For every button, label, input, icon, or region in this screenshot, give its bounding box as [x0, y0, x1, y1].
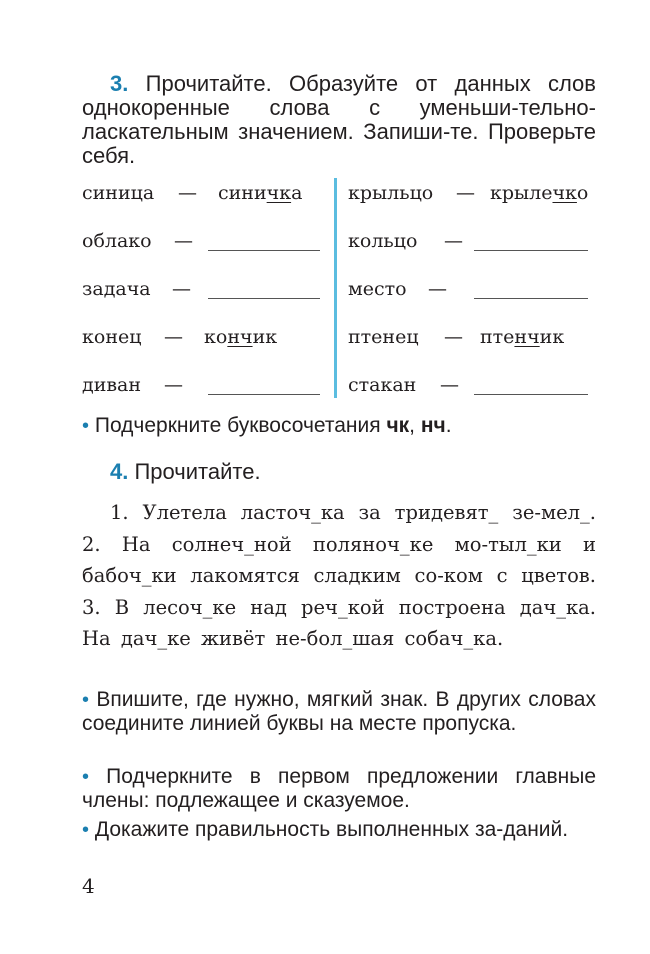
dash: — [178, 182, 197, 204]
word-row [82, 370, 332, 400]
task-4-bullet-2: • Подчеркните в первом предложении главные члены: подлежащее и сказуемое. [82, 765, 596, 812]
bullet-icon: • [82, 689, 90, 711]
source-word: облако [82, 230, 152, 252]
underlined-letters: чк [266, 182, 292, 204]
task-4-bullet-3: • Докажите правильность выполненных за-даний. [82, 818, 569, 841]
word-row [82, 274, 332, 304]
answer-word: крылечко [490, 182, 589, 204]
dash: — [428, 278, 447, 300]
word-row [82, 226, 332, 256]
dash: — [174, 230, 193, 252]
dash: — [164, 374, 183, 396]
word-row [82, 178, 332, 208]
answer-blank[interactable] [208, 376, 320, 395]
page-number: 4 [82, 874, 95, 898]
answer-word: кончик [204, 326, 278, 348]
task-3-number: 3. [110, 71, 129, 96]
task-3-text: Прочитайте. Образуйте от данных слов однокоренные слова с уменьши-тельно-ласкательным значением. Запиши-те. Проверьте себя. [82, 71, 596, 168]
answer-word: синичка [218, 182, 303, 204]
task-4-paragraph: 1. Улетела ласточ_ка за тридевят_ зе-мел_. 2. На солнеч_ной поляноч_ке мо-тыл_ки и бабоч_ки лакомятся сладким со-ком с цветов. 3. В лесоч_ке над реч_кой построена дач_ка. На дач_ке живёт не-бол_шая собач_ка. [82, 501, 596, 650]
dash: — [456, 182, 475, 204]
source-word: конец [82, 326, 142, 348]
answer-blank[interactable] [474, 376, 588, 395]
answer-blank[interactable] [208, 232, 320, 251]
source-word: кольцо [348, 230, 418, 252]
source-word: крыльцо [348, 182, 434, 204]
answer-word: птенчик [480, 326, 565, 348]
bullet-icon: • [82, 766, 90, 788]
word-row [82, 322, 332, 352]
answer-blank[interactable] [208, 280, 320, 299]
source-word: птенец [348, 326, 419, 348]
answer-blank[interactable] [474, 280, 588, 299]
source-word: место [348, 278, 407, 300]
underlined-letters: нч [514, 326, 540, 348]
underlined-letters: чк [552, 182, 577, 204]
dash: — [440, 374, 459, 396]
word-table [82, 178, 602, 400]
source-word: стакан [348, 374, 417, 396]
word-row [348, 370, 598, 400]
column-divider [334, 178, 337, 398]
dash: — [164, 326, 183, 348]
task-3-instruction [82, 72, 596, 168]
task-3-bullet: • Подчеркните буквосочетания чк, нч. [82, 414, 452, 437]
source-word: задача [82, 278, 151, 300]
task-4-instruction [82, 460, 596, 484]
task-4-number: 4. [110, 459, 129, 484]
underlined-letters: нч [227, 326, 253, 348]
bullet-icon: • [82, 819, 90, 841]
word-row [348, 226, 598, 256]
source-word: синица [82, 182, 155, 204]
dash: — [444, 230, 463, 252]
task-4-text: Прочитайте. [134, 459, 261, 484]
answer-blank[interactable] [474, 232, 588, 251]
word-row [348, 274, 598, 304]
task-4-bullet-1: • Впишите, где нужно, мягкий знак. В других словах соедините линией буквы на месте пропуска. [82, 688, 596, 735]
dash: — [172, 278, 191, 300]
source-word: диван [82, 374, 142, 396]
bullet-icon: • [82, 415, 90, 437]
word-row [348, 178, 598, 208]
word-row [348, 322, 598, 352]
dash: — [444, 326, 463, 348]
